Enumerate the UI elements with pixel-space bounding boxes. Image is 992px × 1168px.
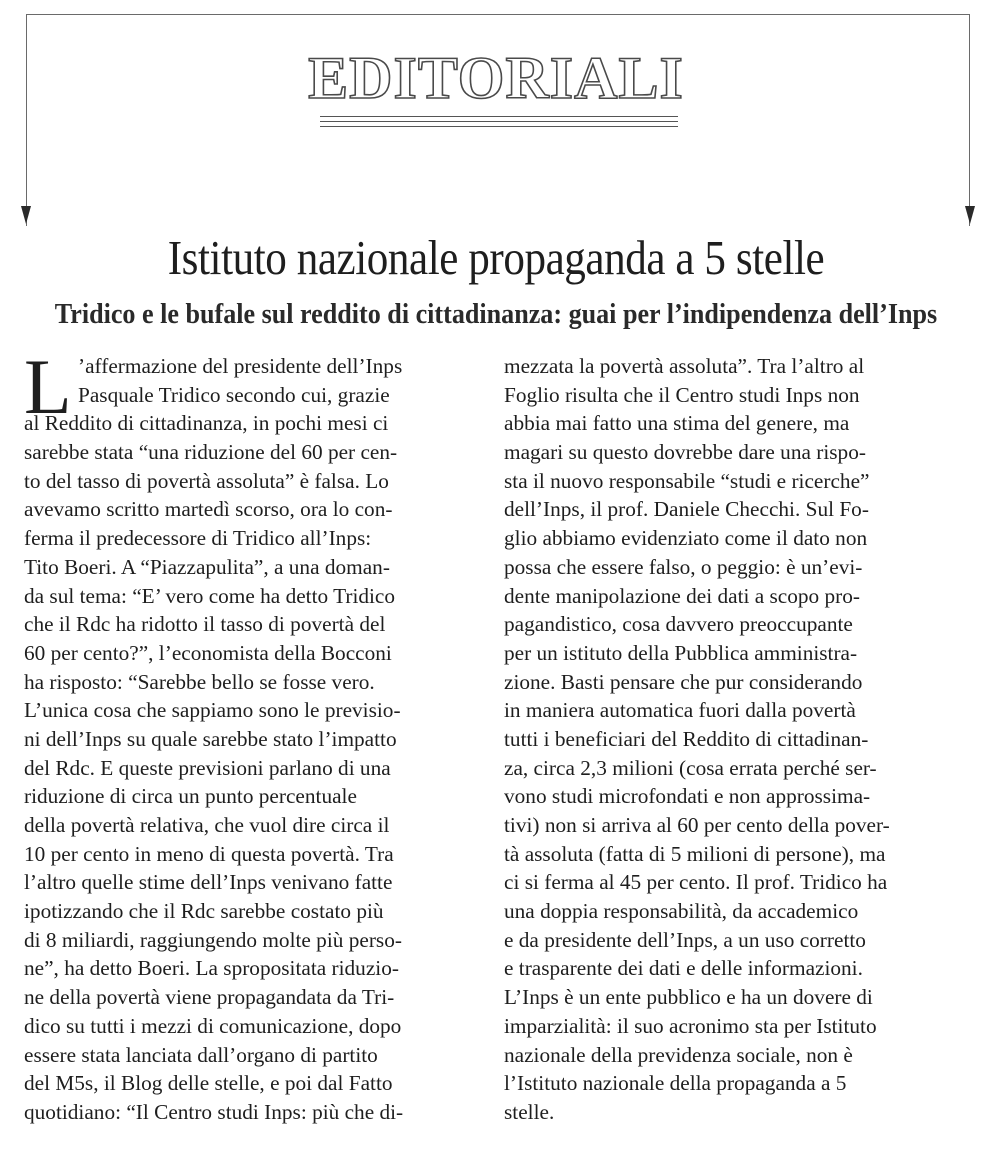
article-text-line: vono studi microfondati e non approssima-: [504, 784, 871, 809]
article-text-line: possa che essere falso, o peggio: è un’evi-: [504, 554, 863, 579]
article-text-line: tutti i beneficiari del Reddito di cittadinan-: [504, 726, 869, 751]
article-text-line: stelle.: [504, 1099, 555, 1124]
article-text-line: zione. Basti pensare che pur considerando: [504, 669, 863, 694]
article-text-line: 10 per cento in meno di questa povertà. Tra: [24, 841, 394, 866]
article-text-line: del Rdc. E queste previsioni parlano di una: [24, 755, 391, 780]
section-label: EDITORIALI: [308, 45, 684, 111]
section-rule: [320, 121, 678, 122]
article-text-line: da sul tema: “E’ vero come ha detto Tridico: [24, 583, 396, 608]
article-text-line: Foglio risulta che il Centro studi Inps non: [504, 382, 860, 407]
article-text-line: sarebbe stata “una riduzione del 60 per cen-: [24, 440, 398, 465]
article-text-line: l’Istituto nazionale della propaganda a 5: [504, 1071, 847, 1096]
article-text-line: to del tasso di povertà assoluta” è falsa. Lo: [24, 468, 389, 493]
article-text-line: sta il nuovo responsabile “studi e ricerche”: [504, 468, 870, 493]
article-text-line: ’affermazione del presidente dell’Inps: [78, 354, 403, 378]
article-text-line: avevamo scritto martedì scorso, ora lo con-: [24, 497, 393, 522]
article-text-line: glio abbiamo evidenziato come il dato non: [504, 526, 868, 551]
drop-cap: L: [24, 343, 72, 430]
article-text-line: dico su tutti i mezzi di comunicazione, dopo: [24, 1013, 402, 1038]
frame-corner-marker-left: [21, 206, 31, 224]
article-text-line: mezzata la povertà assoluta”. Tra l’altro al: [504, 354, 865, 378]
article-text-line: al Reddito di cittadinanza, in pochi mesi ci: [24, 411, 389, 436]
article-text-line: per un istituto della Pubblica amministra-: [504, 640, 858, 665]
article-subheadline: Tridico e le bufale sul reddito di cittadinanza: guai per l’indipendenza dell’Inps: [54, 298, 938, 330]
article-text-line: pagandistico, cosa davvero preoccupante: [504, 612, 853, 637]
article-text-line: ferma il predecessore di Tridico all’Inps:: [24, 526, 372, 551]
article-text-line: ci si ferma al 45 per cento. Il prof. Tridico ha: [504, 870, 888, 895]
article-column-right: [504, 352, 974, 1127]
article-text-line: tà assoluta (fatta di 5 milioni di persone), ma: [504, 841, 886, 866]
article-text-line: ni dell’Inps su quale sarebbe stato l’impatto: [24, 726, 397, 751]
article-text-line: ne della povertà viene propagandata da Tri-: [24, 985, 395, 1010]
article-text-line: in maniera automatica fuori dalla povertà: [504, 698, 856, 723]
article-text-line: 60 per cento?”, l’economista della Bocconi: [24, 640, 392, 665]
article-text-line: e da presidente dell’Inps, a un uso corretto: [504, 927, 866, 952]
article-text-line: ha risposto: “Sarebbe bello se fosse vero.: [24, 669, 375, 694]
article-text-line: riduzione di circa un punto percentuale: [24, 784, 357, 809]
article-text-line: che il Rdc ha ridotto il tasso di povertà del: [24, 612, 386, 637]
article-text-line: della povertà relativa, che vuol dire circa il: [24, 813, 390, 837]
article-text-line: tivi) non si arriva al 60 per cento della pover-: [504, 813, 890, 837]
section-rule: [320, 116, 678, 117]
article-text-line: ipotizzando che il Rdc sarebbe costato più: [24, 899, 384, 924]
article-text-line: l’altro quelle stime dell’Inps venivano fatte: [24, 870, 393, 895]
article-text-line: dente manipolazione dei dati a scopo pro-: [504, 583, 861, 608]
article-text-line: e trasparente dei dati e delle informazioni.: [504, 956, 863, 981]
article-text-line: imparzialità: il suo acronimo sta per Istituto: [504, 1013, 877, 1038]
article-headline: Istituto nazionale propaganda a 5 stelle: [167, 230, 825, 285]
article-text-line: ne”, ha detto Boeri. La spropositata riduzio-: [24, 956, 399, 981]
article-text-line: L’Inps è un ente pubblico e ha un dovere di: [504, 985, 873, 1010]
article-text-line: una doppia responsabilità, da accademico: [504, 899, 859, 924]
frame-corner-marker-right: [965, 206, 975, 224]
article-text-line: abbia mai fatto una stima del genere, ma: [504, 411, 850, 436]
article-text-line: di 8 miliardi, raggiungendo molte più perso-: [24, 927, 402, 952]
article-text-line: L’unica cosa che sappiamo sono le previsio-: [24, 698, 401, 723]
article-text-line: essere stata lanciata dall’organo di partito: [24, 1042, 378, 1067]
article-text-line: Pasquale Tridico secondo cui, grazie: [78, 382, 390, 407]
article-text-line: za, circa 2,3 milioni (cosa errata perché ser-: [504, 755, 877, 780]
section-rule: [320, 126, 678, 127]
article-text-line: Tito Boeri. A “Piazzapulita”, a una doman-: [24, 554, 390, 579]
article-text-line: quotidiano: “Il Centro studi Inps: più che di-: [24, 1099, 404, 1124]
article-text-line: dell’Inps, il prof. Daniele Checchi. Sul Fo-: [504, 497, 869, 522]
article-text-line: del M5s, il Blog delle stelle, e poi dal Fatto: [24, 1071, 393, 1096]
article-column-left: [24, 343, 494, 1127]
article-text-line: nazionale della previdenza sociale, non è: [504, 1042, 853, 1067]
article-text-line: magari su questo dovrebbe dare una rispo-: [504, 440, 866, 465]
